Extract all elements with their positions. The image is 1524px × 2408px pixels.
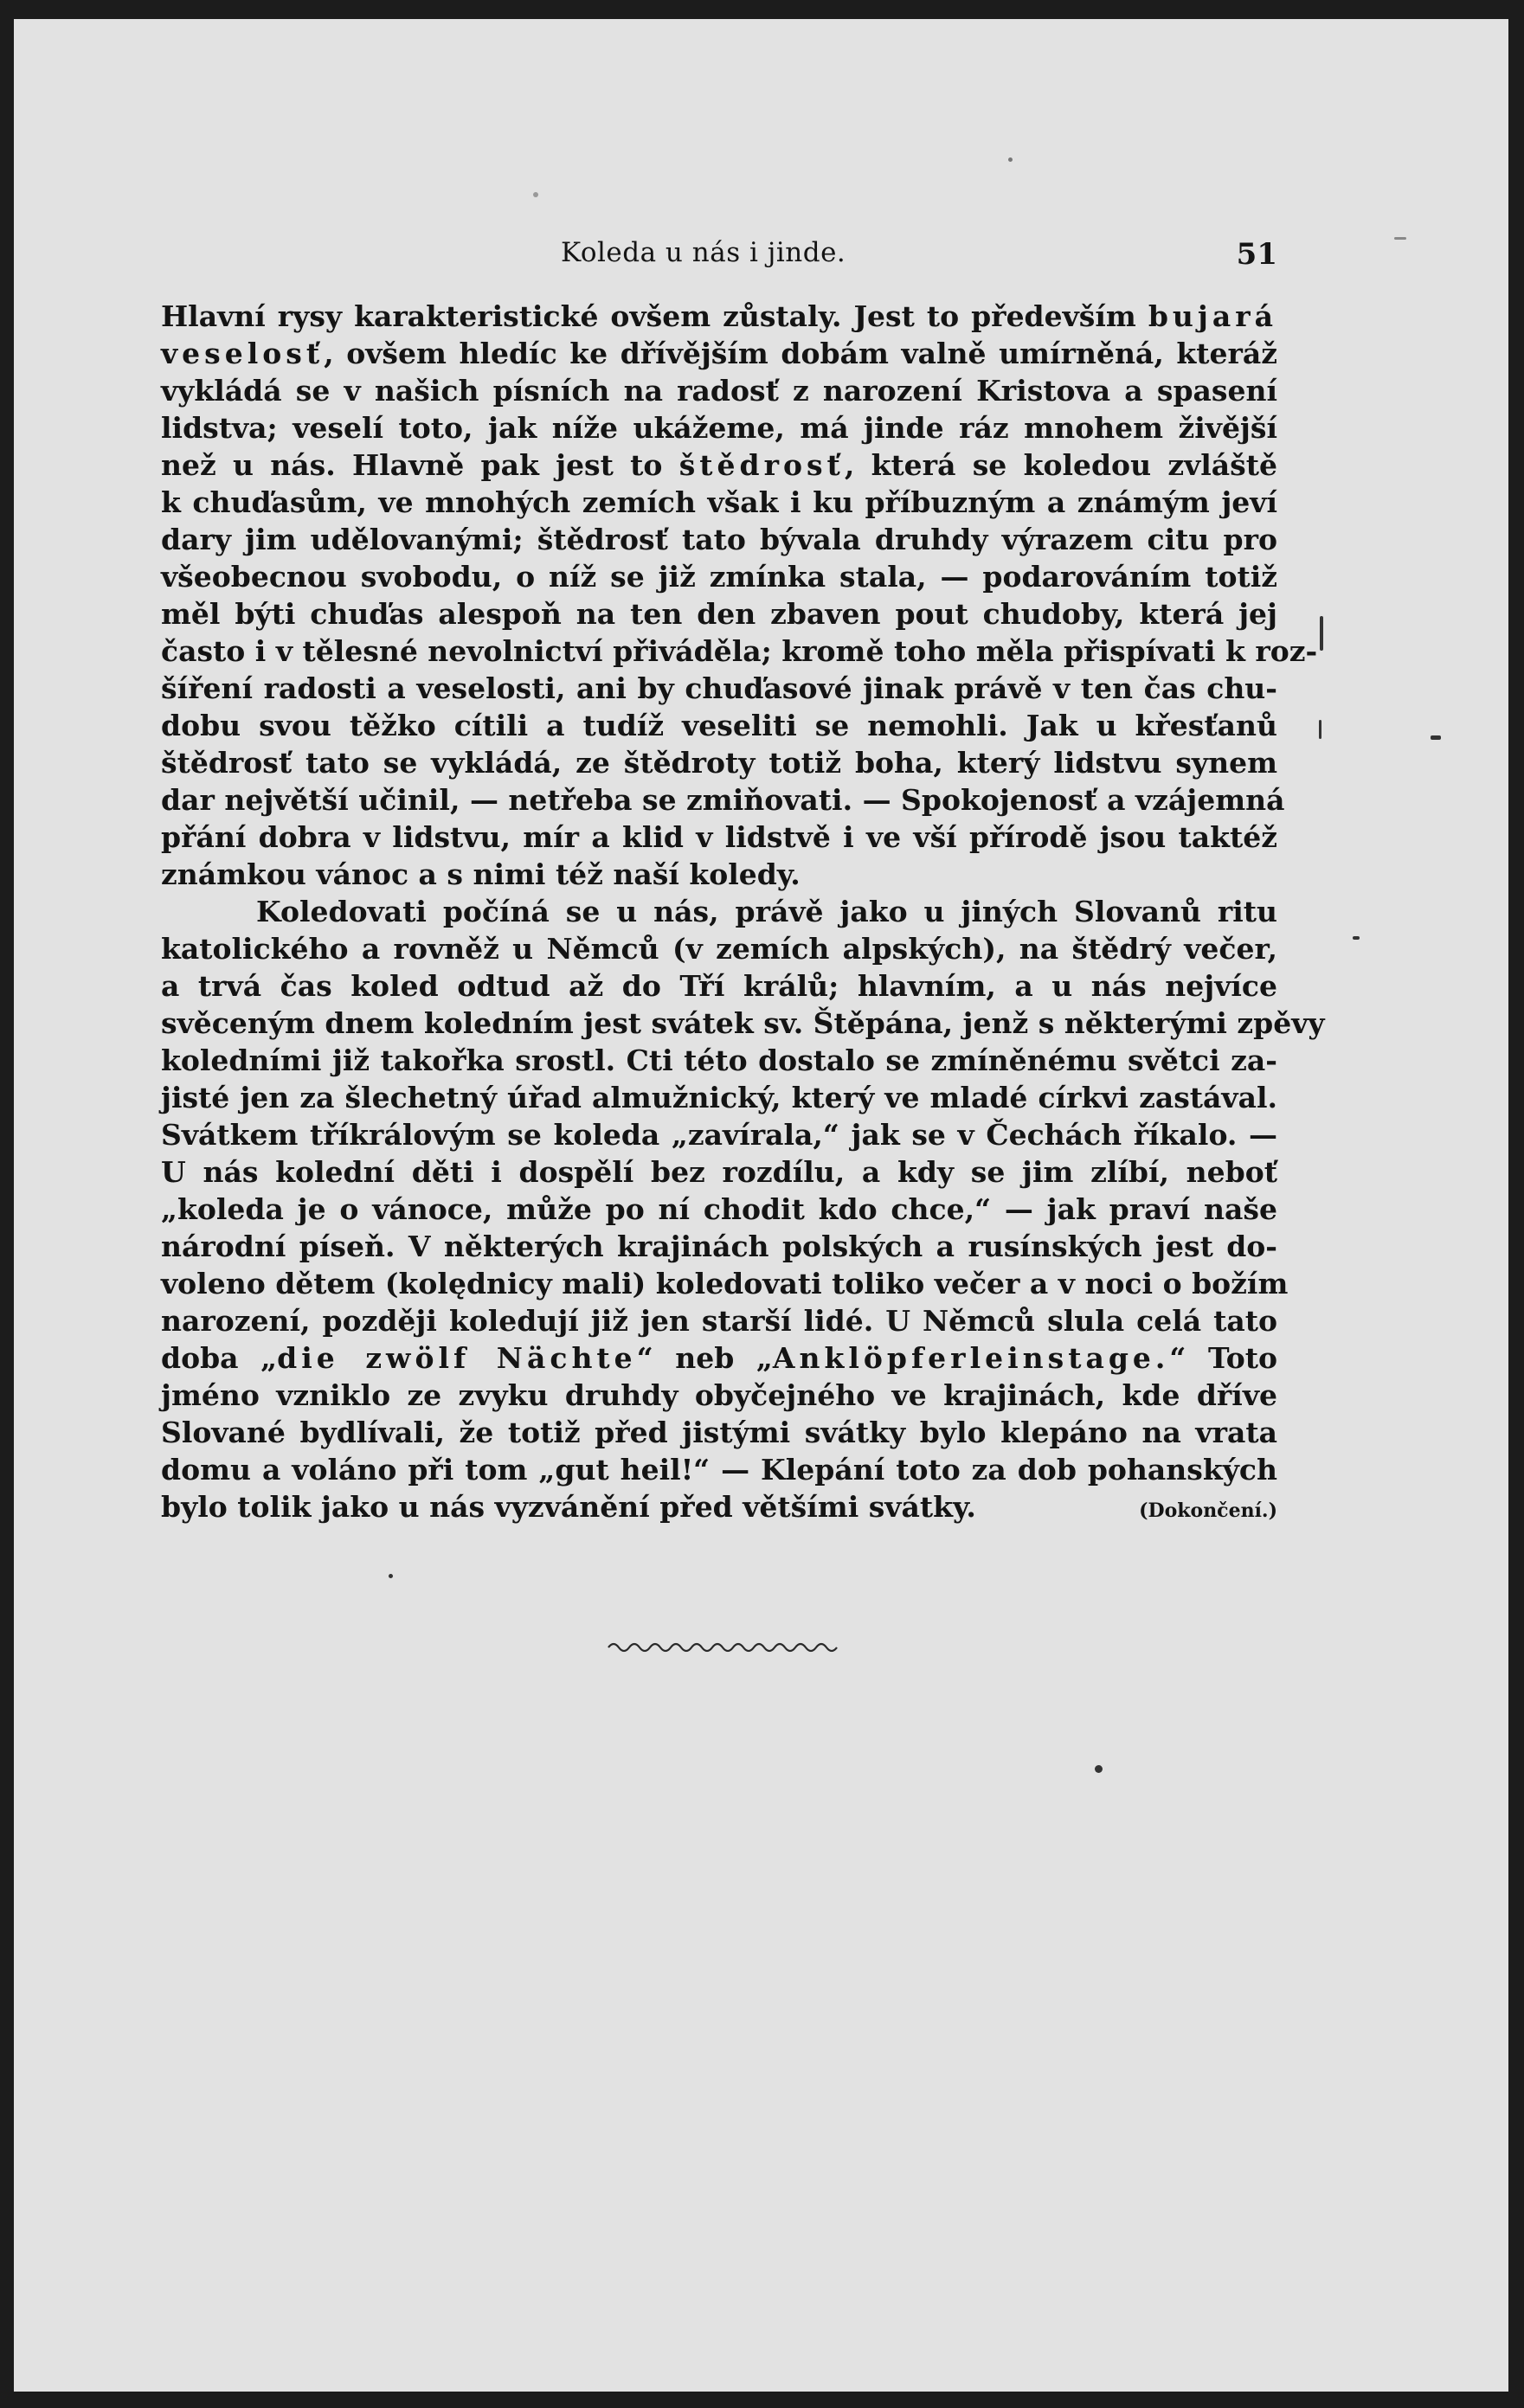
paper-speck xyxy=(1320,616,1323,651)
spaced-emphasis: veselosť xyxy=(161,337,325,370)
text-line: často i v tělesné nevolnictví přiváděla; kromě toho měla přispívati k roz- xyxy=(161,634,1318,668)
text-line: Slované bydlívali, že totiž před jistými svátky bylo klepáno na vrata xyxy=(161,1416,1277,1449)
text-line: Hlavní rysy karakteristické ovšem zůstaly. Jest to především bujará xyxy=(161,299,1277,333)
text-line: lidstva; veselí toto, jak níže ukážeme, má jinde ráz mnohem živější xyxy=(161,411,1277,445)
text-line: jisté jen za šlechetný úřad almužnický, který ve mladé církvi zastával. xyxy=(161,1081,1277,1114)
text-line: štědrosť tato se vykládá, ze štědroty totiž boha, který lidstvu synem xyxy=(161,746,1277,780)
page-number: 51 xyxy=(1236,237,1277,272)
text-line: dobu svou těžko cítili a tudíž veseliti se nemohli. Jak u křesťanů xyxy=(161,709,1277,742)
book-page xyxy=(14,19,1508,2392)
paper-speck xyxy=(533,192,538,197)
text-line: všeobecnou svobodu, o níž se již zmínka stala, — podarováním totiž xyxy=(161,560,1277,594)
text-line: „koleda je o vánoce, může po ní chodit kdo chce,“ — jak praví naše xyxy=(161,1192,1277,1226)
text-line: dar největší učinil, — netřeba se zmiňovati. — Spokojenosť a vzájemná xyxy=(161,783,1285,817)
body-text xyxy=(161,298,1325,1525)
paper-speck xyxy=(1319,720,1321,739)
text-line: přání dobra v lidstvu, mír a klid v lidstvě i ve vší přírodě jsou taktéž xyxy=(161,820,1277,854)
text-line: vykládá se v našich písních na radosť z narození Kristova a spasení xyxy=(161,374,1277,408)
text-line: narození, později koledují již jen starší lidé. U Němců slula celá tato xyxy=(161,1304,1277,1338)
text-line: národní píseň. V některých krajinách polských a rusínských jest do- xyxy=(161,1230,1277,1263)
text-line: katolického a rovněž u Němců (v zemích alpských), na štědrý večer, xyxy=(161,932,1277,966)
text-line: bylo tolik jako u nás vyzvánění před většími svátky. (Dokončení.) xyxy=(161,1488,1277,1525)
text-line: šíření radosti a veselosti, ani by chuďasové jinak právě v ten čas chu- xyxy=(161,671,1277,705)
text-line: koledními již takořka srostl. Cti této dostalo se zmíněnému světci za- xyxy=(161,1043,1277,1077)
text-line: U nás kolední děti i dospělí bez rozdílu, a kdy se jim zlíbí, neboť xyxy=(161,1155,1277,1189)
continuation-note: (Dokončení.) xyxy=(1139,1499,1277,1522)
paper-speck xyxy=(1095,1765,1103,1773)
text-line: než u nás. Hlavně pak jest to štědrosť, která se koledou zvláště xyxy=(161,448,1277,482)
spaced-emphasis: štědrosť xyxy=(678,448,845,482)
text-line: veselosť, ovšem hledíc ke dřívějším dobám valně umírněná, kteráž xyxy=(161,337,1277,370)
text-line: dary jim udělovanými; štědrosť tato bývala druhdy výrazem citu pro xyxy=(161,523,1277,556)
spaced-emphasis: Anklöpferleinstage. xyxy=(772,1341,1170,1375)
paper-speck xyxy=(1431,735,1441,740)
text-line: svěceným dnem koledním jest svátek sv. Štěpána, jenž s některými zpěvy xyxy=(161,1006,1325,1040)
paper-speck xyxy=(1008,157,1013,162)
text-line: Svátkem tříkrálovým se koleda „zavírala,“ jak se v Čechách říkalo. — xyxy=(161,1118,1277,1152)
page-header xyxy=(161,237,1277,280)
text-line: známkou vánoc a s nimi též naší koledy. xyxy=(161,857,801,891)
text-line: voleno dětem (kolędnicy mali) koledovati toliko večer a v noci o božím xyxy=(161,1267,1289,1300)
paper-speck xyxy=(1353,936,1360,940)
text-line: domu a voláno při tom „gut heil!“ — Klepání toto za dob pohanských xyxy=(161,1453,1277,1487)
text-line: Koledovati počíná se u nás, právě jako u jiných Slovanů ritu xyxy=(256,895,1277,928)
wavy-rule-ornament xyxy=(607,1635,839,1658)
spaced-emphasis: bujará xyxy=(1148,299,1277,333)
text-line: jméno vzniklo ze zvyku druhdy obyčejného ve krajinách, kde dříve xyxy=(161,1378,1277,1412)
paper-speck xyxy=(1394,237,1406,240)
text-line: měl býti chuďas alespoň na ten den zbaven pout chudoby, která jej xyxy=(161,597,1277,631)
text-line: k chuďasům, ve mnohých zemích však i ku příbuzným a známým jeví xyxy=(161,485,1277,519)
text-line: a trvá čas koled odtud až do Tří králů; hlavním, a u nás nejvíce xyxy=(161,969,1277,1003)
spaced-emphasis: die zwölf Nächte xyxy=(277,1341,637,1375)
text-line: doba „die zwölf Nächte“ neb „Anklöpferleinstage.“ Toto xyxy=(161,1341,1277,1375)
paper-speck xyxy=(389,1574,393,1578)
running-title: Koleda u nás i jinde. xyxy=(561,237,846,268)
